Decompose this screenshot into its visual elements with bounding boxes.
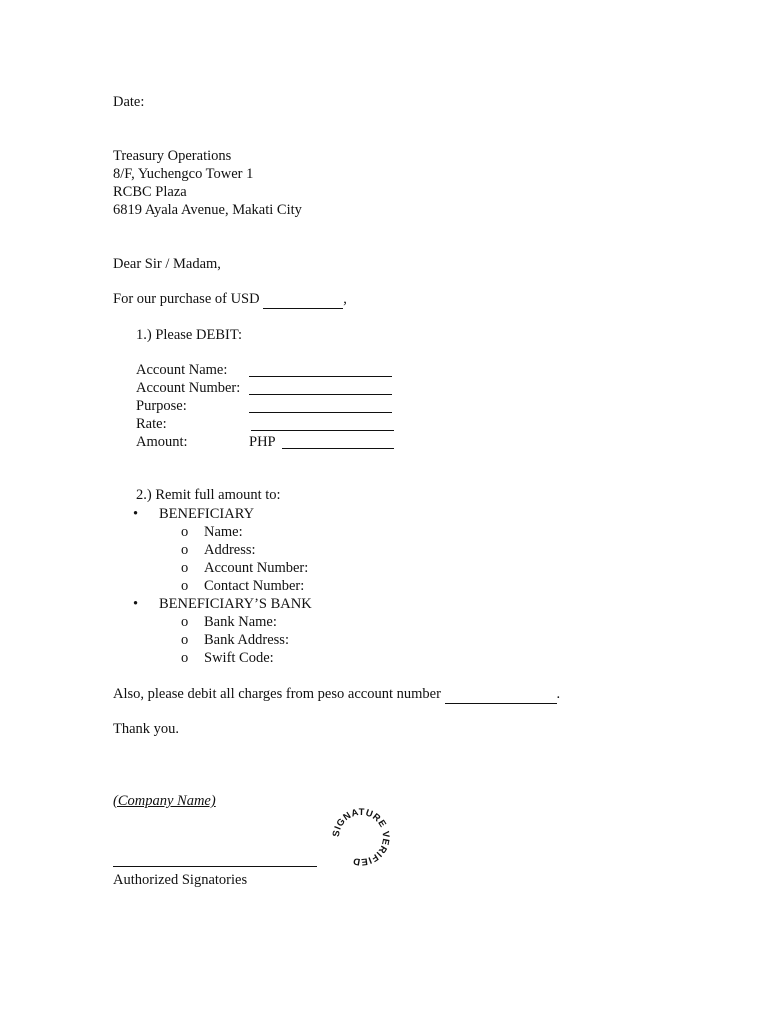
- account-name-blank[interactable]: [249, 361, 392, 377]
- sub-bullet-icon: o: [181, 578, 189, 594]
- charges-prefix: Also, please debit all charges from peso account number: [113, 686, 441, 702]
- address-line-3: RCBC Plaza: [113, 184, 187, 200]
- amount-blank[interactable]: [282, 433, 394, 449]
- charges-line: [113, 685, 560, 704]
- beneficiary-address-label: Address:: [204, 542, 256, 558]
- rate-blank[interactable]: [251, 415, 394, 431]
- swift-code-label: Swift Code:: [204, 650, 274, 666]
- sub-bullet-icon: o: [181, 614, 189, 630]
- bank-name-label: Bank Name:: [204, 614, 277, 630]
- signature-line: [113, 866, 317, 867]
- purchase-suffix: ,: [343, 291, 347, 307]
- sub-bullet-icon: o: [181, 650, 189, 666]
- company-name: (Company Name): [113, 793, 216, 809]
- usd-amount-blank[interactable]: [263, 290, 343, 309]
- purchase-line: [113, 290, 347, 309]
- stamp-text: SIGNATURE VERIFIED: [330, 806, 392, 868]
- bullet-icon: •: [133, 506, 139, 522]
- account-number-label: Account Number:: [136, 380, 241, 396]
- authorized-signatories: Authorized Signatories: [113, 872, 248, 888]
- address-line-2: 8/F, Yuchengco Tower 1: [113, 166, 254, 182]
- amount-currency: PHP: [249, 434, 276, 450]
- charges-suffix: .: [556, 686, 561, 702]
- account-name-label: Account Name:: [136, 362, 228, 378]
- amount-label: Amount:: [136, 434, 188, 450]
- beneficiary-account-number-label: Account Number:: [204, 560, 309, 576]
- address-line-4: 6819 Ayala Avenue, Makati City: [113, 202, 302, 218]
- beneficiary-contact-number-label: Contact Number:: [204, 578, 305, 594]
- purpose-label: Purpose:: [136, 398, 187, 414]
- beneficiary-name-label: Name:: [204, 524, 243, 540]
- peso-account-blank[interactable]: [445, 685, 557, 704]
- sub-bullet-icon: o: [181, 524, 189, 540]
- rate-label: Rate:: [136, 416, 167, 432]
- sub-bullet-icon: o: [181, 632, 189, 648]
- address-line-1: Treasury Operations: [113, 148, 232, 164]
- debit-heading: 1.) Please DEBIT:: [136, 327, 242, 343]
- purpose-blank[interactable]: [249, 397, 392, 413]
- purchase-prefix: For our purchase of USD: [113, 291, 260, 307]
- remit-heading: 2.) Remit full amount to:: [136, 487, 281, 503]
- bank-address-label: Bank Address:: [204, 632, 289, 648]
- beneficiary-title: BENEFICIARY: [159, 506, 255, 522]
- account-number-blank[interactable]: [249, 379, 392, 395]
- closing: Thank you.: [113, 721, 180, 737]
- bullet-icon: •: [133, 596, 139, 612]
- bank-title: BENEFICIARY’S BANK: [159, 596, 312, 612]
- signature-verified-stamp: [330, 806, 392, 868]
- date-label: Date:: [113, 94, 145, 110]
- sub-bullet-icon: o: [181, 560, 189, 576]
- salutation: Dear Sir / Madam,: [113, 256, 221, 272]
- sub-bullet-icon: o: [181, 542, 189, 558]
